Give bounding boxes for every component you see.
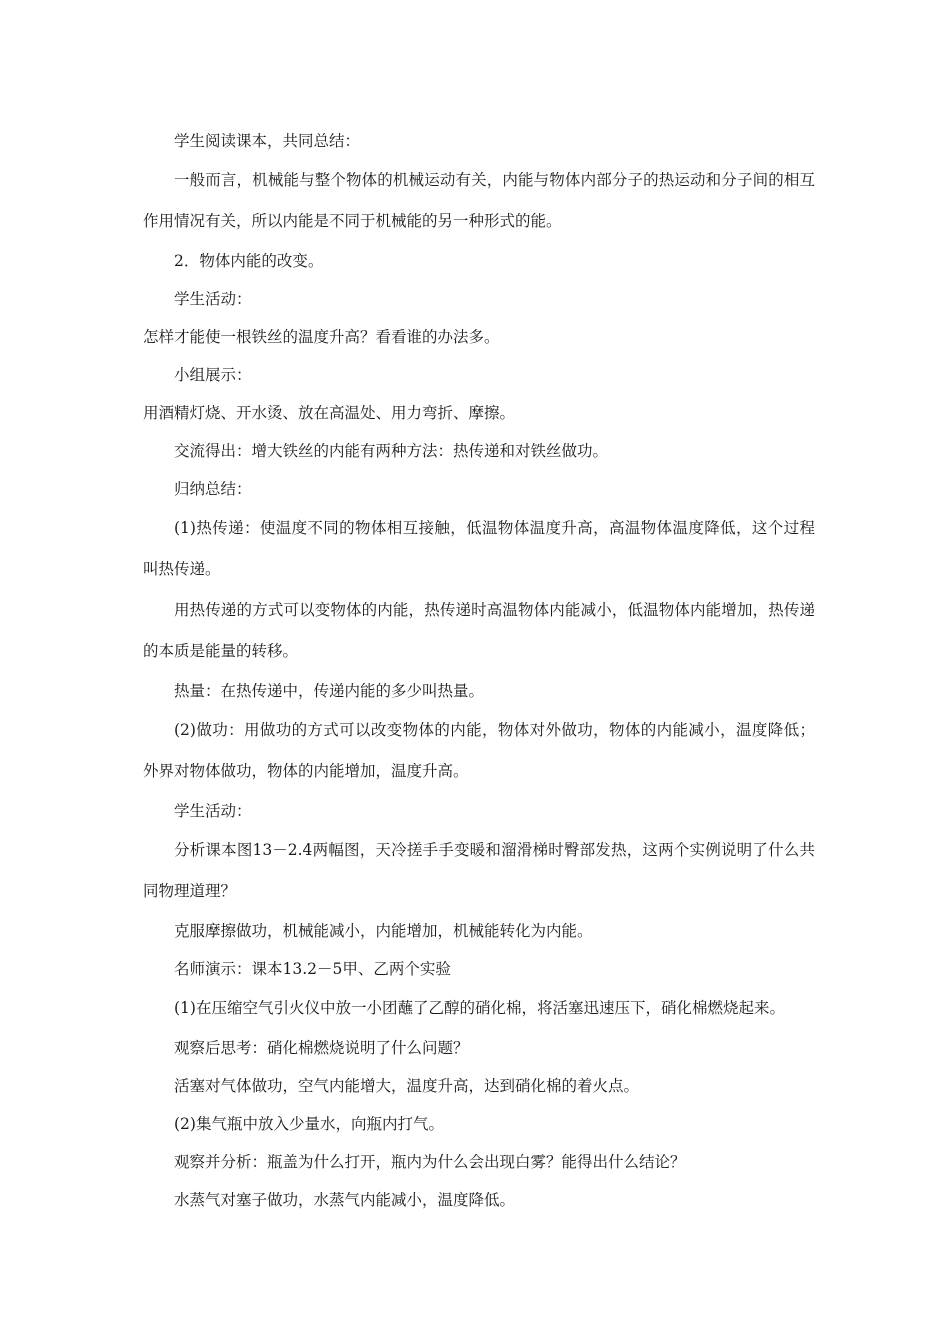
paragraph: (1)在压缩空气引火仪中放一小团蘸了乙醇的硝化棉，将活塞迅速压下，硝化棉燃烧起来。 xyxy=(174,999,785,1017)
paragraph: 用热传递的方式可以变物体的内能，热传递时高温物体内能减小，低温物体内能增加，热传递的本质是能量的转移。 xyxy=(143,601,815,660)
paragraph: 学生活动： xyxy=(174,290,252,308)
paragraph: 用酒精灯烧、开水烫、放在高温处、用力弯折、摩擦。 xyxy=(143,404,516,422)
paragraph: 克服摩擦做功，机械能减小，内能增加，机械能转化为内能。 xyxy=(174,922,593,940)
paragraph: 2．物体内能的改变。 xyxy=(174,252,324,270)
paragraph: 小组展示： xyxy=(174,366,252,384)
paragraph: (2)做功：用做功的方式可以改变物体的内能，物体对外做功，物体的内能减小，温度降低；外界对物体做功，物体的内能增加，温度升高。 xyxy=(143,721,815,780)
paragraph: 归纳总结： xyxy=(174,480,252,498)
paragraph: 怎样才能使一根铁丝的温度升高？看看谁的办法多。 xyxy=(143,328,500,346)
paragraph: 学生阅读课本，共同总结： xyxy=(174,132,361,150)
paragraph: 一般而言，机械能与整个物体的机械运动有关，内能与物体内部分子的热运动和分子间的相互作用情况有关，所以内能是不同于机械能的另一种形式的能。 xyxy=(143,171,815,230)
paragraph: (2)集气瓶中放入少量水，向瓶内打气。 xyxy=(174,1115,444,1133)
paragraph: (1)热传递：使温度不同的物体相互接触，低温物体温度升高，高温物体温度降低，这个过程叫热传递。 xyxy=(143,519,815,578)
paragraph: 观察后思考：硝化棉燃烧说明了什么问题？ xyxy=(174,1039,469,1057)
paragraph: 水蒸气对塞子做功，水蒸气内能减小，温度降低。 xyxy=(174,1191,516,1209)
paragraph: 交流得出：增大铁丝的内能有两种方法：热传递和对铁丝做功。 xyxy=(174,442,609,460)
document-body xyxy=(143,122,815,1219)
paragraph: 名师演示：课本13.2－5甲、乙两个实验 xyxy=(174,960,451,978)
paragraph: 学生活动： xyxy=(174,802,252,820)
paragraph: 分析课本图13－2.4两幅图，天冷搓手手变暖和溜滑梯时臀部发热，这两个实例说明了什么共同物理道理？ xyxy=(143,841,815,900)
paragraph: 活塞对气体做功，空气内能增大，温度升高，达到硝化棉的着火点。 xyxy=(174,1077,640,1095)
paragraph: 热量：在热传递中，传递内能的多少叫热量。 xyxy=(174,682,485,700)
paragraph: 观察并分析：瓶盖为什么打开，瓶内为什么会出现白雾？能得出什么结论？ xyxy=(174,1153,686,1171)
